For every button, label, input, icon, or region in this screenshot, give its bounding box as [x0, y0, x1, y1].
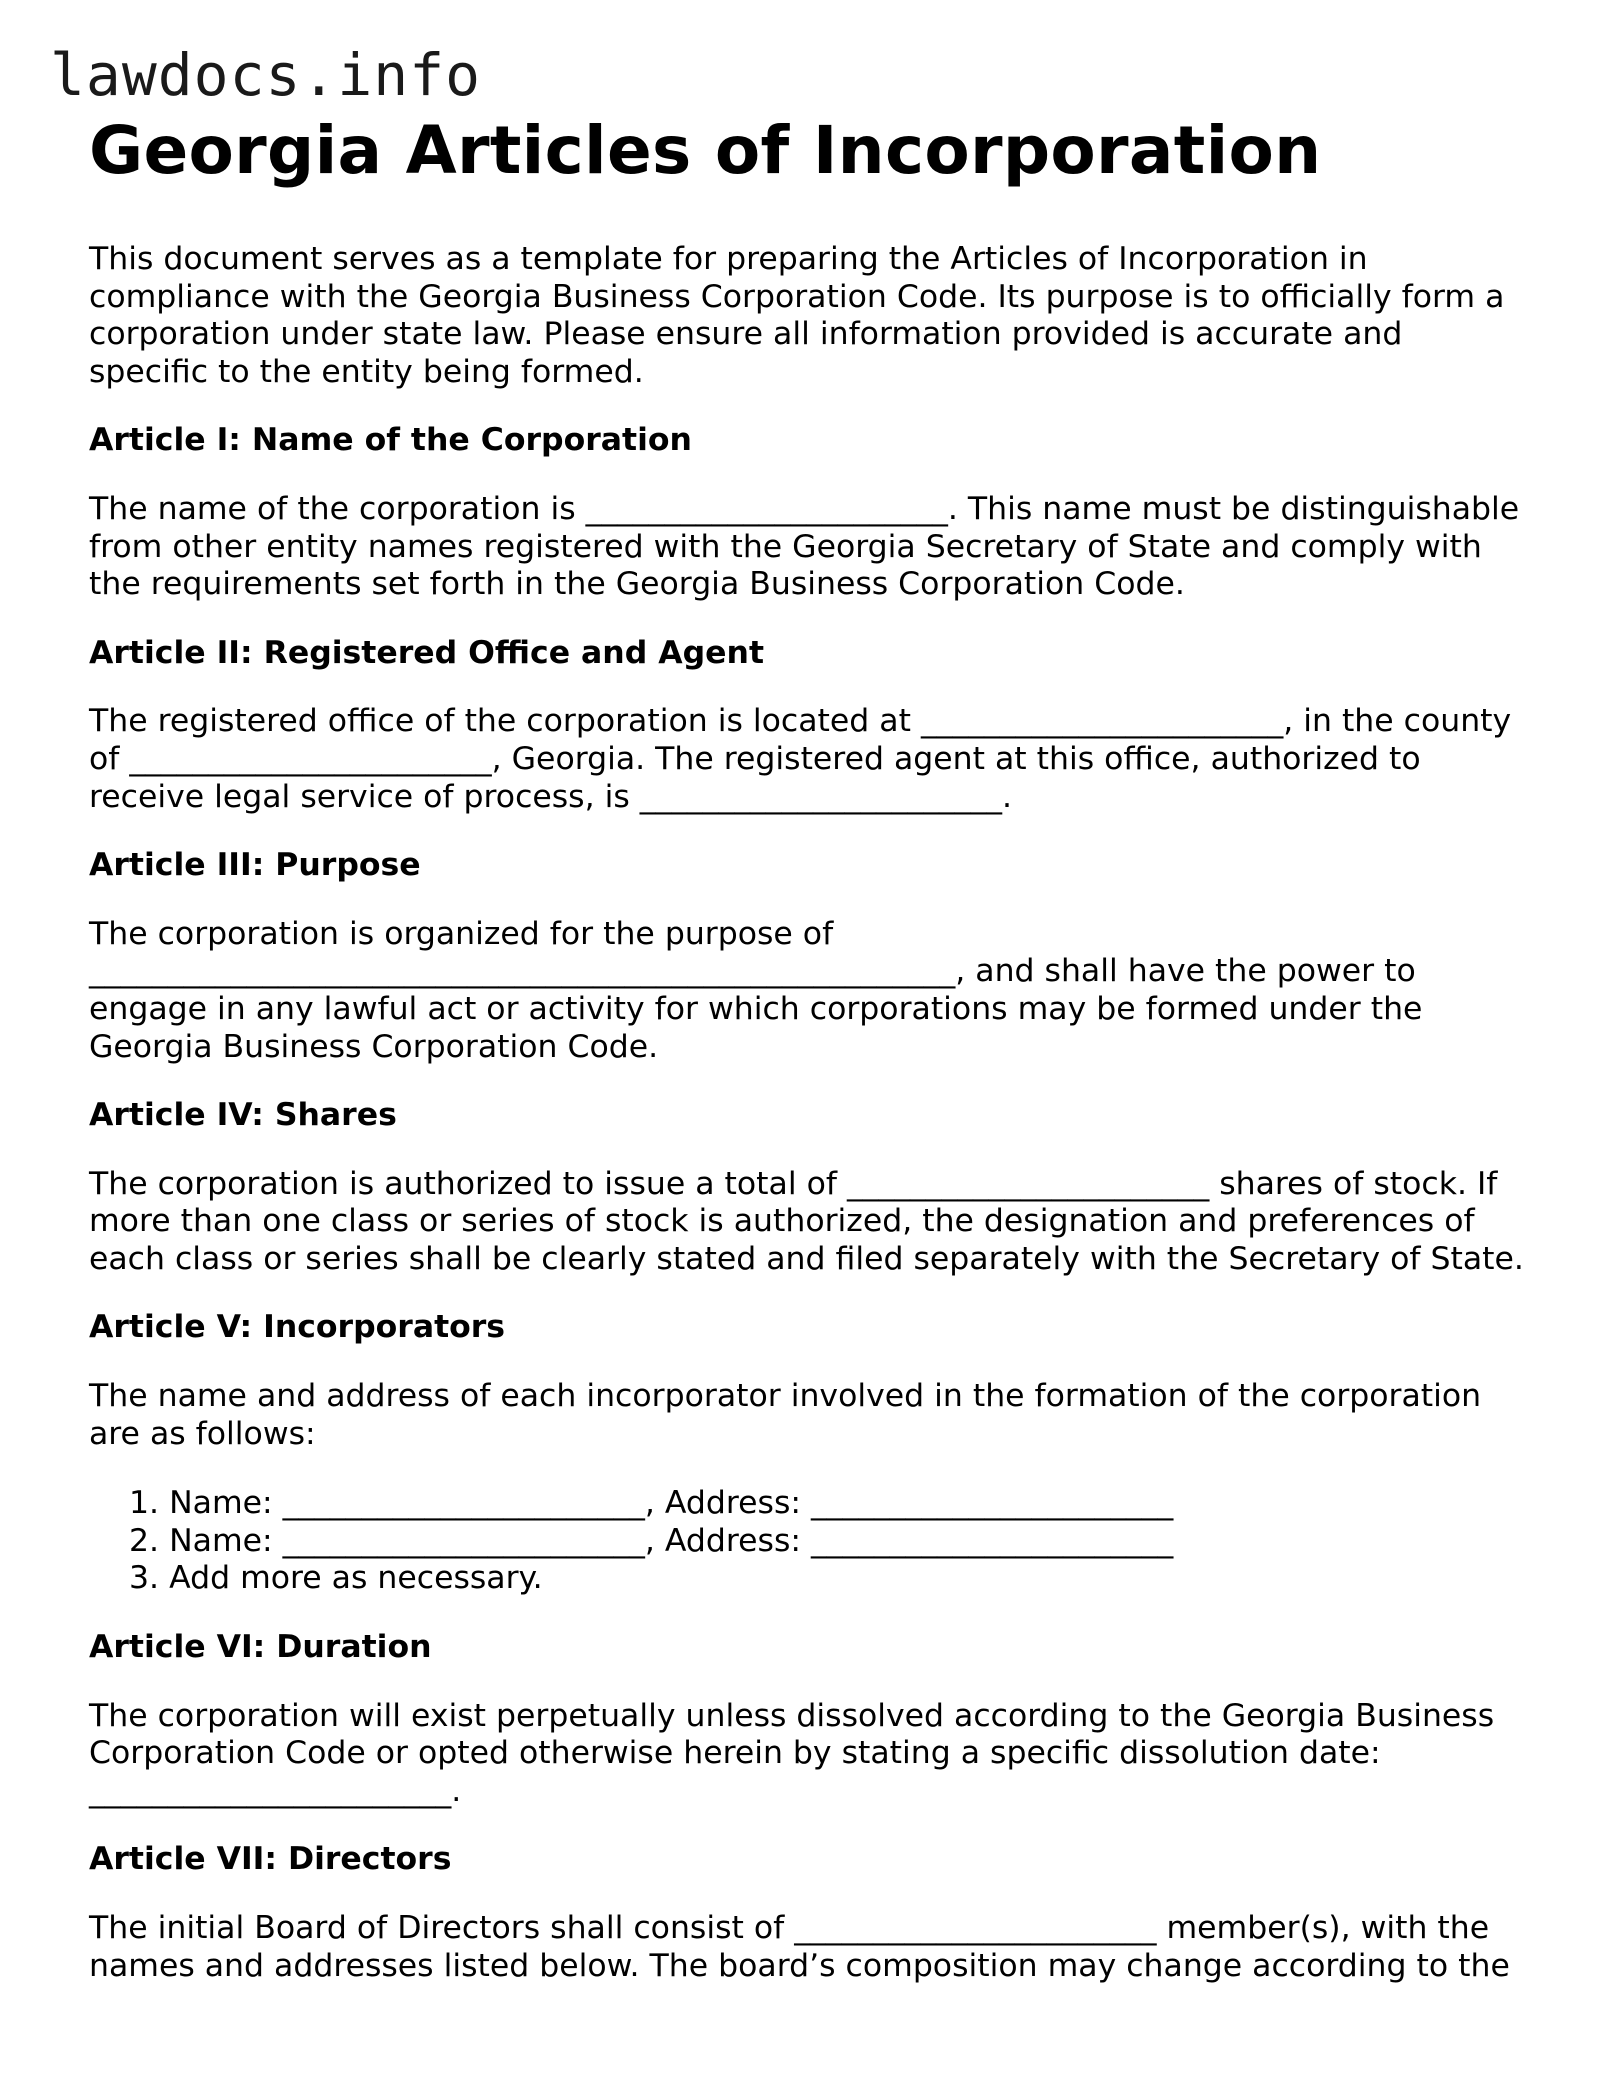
directors-count-blank: _______________________ — [794, 1910, 1157, 1946]
intro-paragraph: This document serves as a template for preparing the Articles of Incorporation in compliance with the Georgia Business Corporation Code. Its purpose is to officially form a corporation under state law. Please ensure all information provided is accurate and specific to the entity being formed. — [89, 241, 1505, 390]
incorporator-list — [89, 1485, 1529, 1598]
article-6-text: The corporation will exist perpetually unless dissolved according to the Georgia Business Corporation Code or opted otherwise herein by stating a specific dissolution date: _______________________. — [89, 1697, 1495, 1809]
list-item: 2. Name: _______________________, Address: _______________________ — [129, 1522, 1174, 1559]
article-5-heading: Article V: Incorporators — [89, 1309, 506, 1346]
incorporator-address-blank: _______________________ — [811, 1485, 1174, 1522]
article-5-text: The name and address of each incorporator involved in the formation of the corporation are as follows: — [89, 1378, 1482, 1452]
document-title: Georgia Articles of Incorporation — [89, 112, 1322, 189]
article-7-heading: Article VII: Directors — [89, 1841, 452, 1878]
county-blank: _______________________ — [129, 740, 492, 777]
incorporator-address-blank: _______________________ — [811, 1522, 1174, 1559]
article-1-text: The name of the corporation is _______________________. This name must be distinguishable from other entity names registered with the Georgia Secretary of State and comply with the requirements set forth in the Georgia Business Corporation Code. — [89, 490, 1520, 603]
dissolution-date-blank: _______________________ — [89, 1772, 452, 1809]
office-address-blank: _______________________ — [920, 703, 1284, 740]
list-item: 1. Name: _______________________, Address: _______________________ — [129, 1485, 1174, 1522]
incorporator-name-blank: _______________________ — [282, 1522, 645, 1559]
article-1-heading: Article I: Name of the Corporation — [89, 422, 692, 459]
article-2-text: The registered office of the corporation is located at _______________________, in the county of _______________________, Georgia. The registered agent at this office, authorized to receive legal service of process, is _______________________. — [89, 703, 1512, 815]
document — [89, 112, 1529, 1985]
list-item: 3. Add more as necessary. — [129, 1560, 543, 1597]
article-4-text: The corporation is authorized to issue a total of _______________________ shares of stock. If more than one class or series of stock is authorized, the designation and preferences of each class or series shall be clearly stated and filed separately with the Secretary of State. — [89, 1165, 1524, 1277]
article-3-text: The corporation is organized for the purpose of _______________________________________________________, and shall have the power to engage in any lawful act or activity for which corporations may be formed under the Georgia Business Corporation Code. — [89, 915, 1423, 1065]
article-6-heading: Article VI: Duration — [89, 1629, 432, 1666]
article-4-heading: Article IV: Shares — [89, 1097, 397, 1134]
incorporator-name-blank: _______________________ — [282, 1485, 645, 1522]
site-watermark: lawdocs.info — [50, 41, 482, 109]
article-7-text: The initial Board of Directors shall consist of _______________________ member(s), with the names and addresses listed below. The board’s composition may change according to the — [89, 1910, 1510, 1984]
purpose-blank: _______________________________________________________ — [89, 953, 956, 990]
corporation-name-blank: _______________________ — [585, 490, 948, 527]
article-2-heading: Article II: Registered Office and Agent — [89, 634, 765, 671]
shares-count-blank: _______________________ — [846, 1165, 1210, 1202]
article-3-heading: Article III: Purpose — [89, 847, 421, 884]
registered-agent-blank: _______________________ — [639, 778, 1003, 815]
